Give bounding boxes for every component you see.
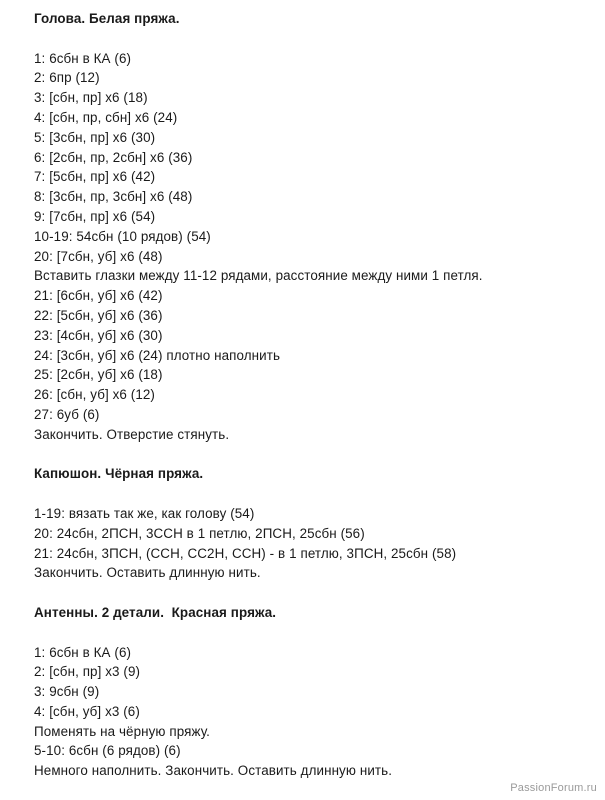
instruction-line: 4: [сбн, пр, сбн] х6 (24) (34, 109, 178, 125)
instruction-line: 4: [сбн, уб] х3 (6) (34, 703, 140, 719)
instruction-note: Закончить. Оставить длинную нить. (34, 565, 261, 581)
instruction-line: 21: [6сбн, уб] х6 (42) (34, 288, 163, 304)
watermark: PassionForum.ru (510, 782, 597, 794)
section-title-head: Голова. Белая пряжа. (34, 11, 180, 26)
instruction-line: 27: 6уб (6) (34, 406, 100, 422)
section-title-antennae: Антенны. 2 детали. Красная пряжа. (34, 604, 277, 620)
spacer (34, 445, 594, 465)
instruction-note: Поменять на чёрную пряжу. (34, 723, 210, 739)
spacer (34, 623, 594, 643)
instruction-line: 6: [2сбн, пр, 2сбн] х6 (36) (34, 149, 193, 165)
spacer (34, 484, 594, 504)
instruction-line: 20: 24сбн, 2ПСН, 3ССН в 1 петлю, 2ПСН, 25сбн (56) (34, 525, 365, 541)
instruction-line: 25: [2сбн, уб] х6 (18) (34, 367, 163, 383)
instruction-line: 5: [3сбн, пр] х6 (30) (34, 129, 156, 145)
instruction-line: 20: [7сбн, уб] х6 (48) (34, 248, 163, 264)
instruction-line: 3: [сбн, пр] х6 (18) (34, 90, 148, 106)
instruction-line: 22: [5сбн, уб] х6 (36) (34, 307, 163, 323)
document-body (34, 9, 594, 781)
instruction-note: Вставить глазки между 11-12 рядами, расстояние между ними 1 петля. (34, 268, 483, 284)
section-title-hood: Капюшон. Чёрная пряжа. (34, 466, 204, 482)
instruction-line: 24: [3сбн, уб] х6 (24) плотно наполнить (34, 347, 281, 363)
instruction-line: 8: [3сбн, пр, 3сбн] х6 (48) (34, 189, 193, 205)
instruction-line: 10-19: 54сбн (10 рядов) (54) (34, 228, 211, 244)
spacer (34, 29, 594, 49)
instruction-line: 21: 24сбн, 3ПСН, (ССН, СС2Н, ССН) - в 1 петлю, 3ПСН, 25сбн (58) (34, 545, 457, 561)
instruction-line: 7: [5сбн, пр] х6 (42) (34, 169, 156, 185)
instruction-line: 2: 6пр (12) (34, 70, 100, 86)
instruction-line: 3: 9сбн (9) (34, 684, 100, 700)
instruction-line: 5-10: 6сбн (6 рядов) (6) (34, 743, 181, 759)
instruction-note: Немного наполнить. Закончить. Оставить длинную нить. (34, 763, 393, 779)
instruction-line: 1-19: вязать так же, как голову (54) (34, 505, 255, 521)
spacer (34, 583, 594, 603)
instruction-note: Закончить. Отверстие стянуть. (34, 426, 230, 442)
instruction-line: 1: 6сбн в КА (6) (34, 644, 132, 660)
instruction-line: 23: [4сбн, уб] х6 (30) (34, 327, 163, 343)
instruction-line: 26: [сбн, уб] х6 (12) (34, 387, 155, 403)
instruction-line: 9: [7сбн, пр] х6 (54) (34, 208, 156, 224)
instruction-line: 1: 6сбн в КА (6) (34, 50, 132, 66)
instruction-line: 2: [сбн, пр] х3 (9) (34, 664, 141, 680)
